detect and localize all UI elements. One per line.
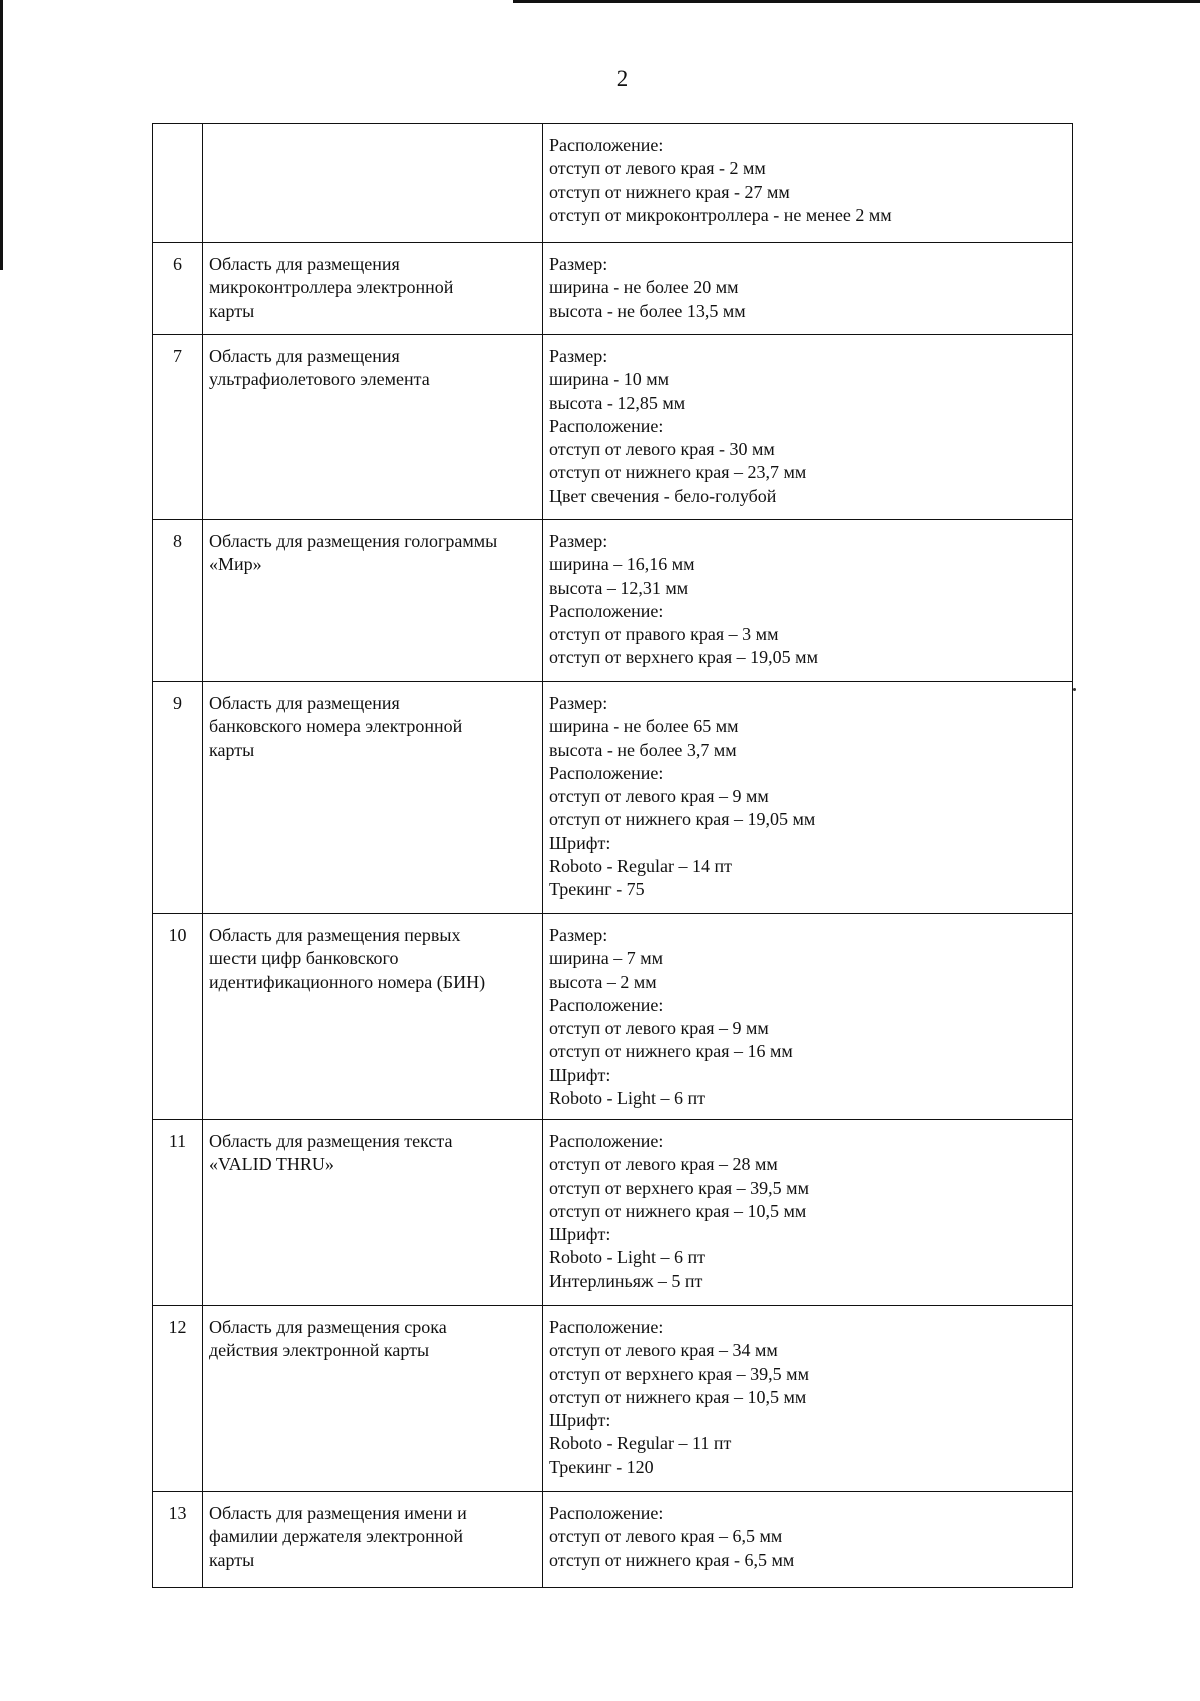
table-row bbox=[153, 520, 1073, 682]
scan-speck bbox=[1073, 688, 1076, 691]
area-description-cell bbox=[203, 243, 543, 335]
parameters-cell bbox=[543, 914, 1073, 1120]
parameter-line: высота – 2 мм bbox=[549, 971, 657, 992]
parameter-line: ширина - 10 мм bbox=[549, 369, 670, 390]
parameter-line: отступ от верхнего края – 39,5 мм bbox=[549, 1177, 809, 1198]
parameter-line: Roboto - Regular – 14 пт bbox=[549, 856, 732, 877]
area-description-line: ультрафиолетового элемента bbox=[209, 369, 430, 390]
parameter-line: отступ от верхнего края – 39,5 мм bbox=[549, 1363, 809, 1384]
parameter-line: отступ от нижнего края - 27 мм bbox=[549, 181, 790, 202]
area-description-line: фамилии держателя электронной bbox=[209, 1526, 464, 1547]
left-margin-rule bbox=[0, 0, 3, 270]
parameter-line: Шрифт: bbox=[549, 1064, 611, 1085]
top-rule bbox=[513, 0, 1200, 3]
table-row bbox=[153, 914, 1073, 1120]
table-row bbox=[153, 1306, 1073, 1492]
parameter-line: отступ от нижнего края – 23,7 мм bbox=[549, 462, 807, 483]
parameter-line: Roboto - Light – 6 пт bbox=[549, 1088, 705, 1109]
parameter-line: Шрифт: bbox=[549, 1410, 611, 1431]
parameter-line: отступ от левого края - 2 мм bbox=[549, 158, 766, 179]
table-row bbox=[153, 335, 1073, 520]
area-description-line: Область для размещения bbox=[209, 346, 400, 366]
parameter-line: ширина - не более 65 мм bbox=[549, 716, 739, 737]
parameter-line: Расположение: bbox=[549, 1503, 664, 1523]
area-description-line: шести цифр банковского bbox=[209, 948, 399, 969]
table-row bbox=[153, 243, 1073, 335]
area-description-line: действия электронной карты bbox=[209, 1340, 430, 1361]
parameter-line: высота – 12,31 мм bbox=[549, 577, 689, 598]
parameters-cell bbox=[543, 1492, 1073, 1588]
row-number-cell: 11 bbox=[153, 1120, 203, 1306]
parameter-line: Roboto - Regular – 11 пт bbox=[549, 1433, 732, 1454]
parameter-line: отступ от нижнего края - 6,5 мм bbox=[549, 1549, 795, 1570]
parameter-line: Расположение: bbox=[549, 1317, 664, 1337]
row-number-cell: 12 bbox=[153, 1306, 203, 1492]
parameter-line: Цвет свечения - бело-голубой bbox=[549, 485, 777, 506]
parameter-line: ширина - не более 20 мм bbox=[549, 277, 739, 298]
parameter-line: отступ от левого края – 34 мм bbox=[549, 1340, 778, 1361]
area-description-cell bbox=[203, 1492, 543, 1588]
parameter-line: Расположение: bbox=[549, 1131, 664, 1151]
parameter-line: Roboto - Light – 6 пт bbox=[549, 1247, 705, 1268]
area-description-line: Область для размещения bbox=[209, 693, 400, 713]
parameter-line: ширина – 16,16 мм bbox=[549, 554, 695, 575]
parameters-cell bbox=[543, 124, 1073, 243]
parameter-line: ширина – 7 мм bbox=[549, 948, 664, 969]
parameter-line: отступ от левого края – 9 мм bbox=[549, 786, 769, 807]
parameter-line: высота - не более 13,5 мм bbox=[549, 300, 746, 321]
area-description-line: карты bbox=[209, 300, 255, 321]
row-number-cell: 7 bbox=[153, 335, 203, 520]
area-description-line: Область для размещения имени и bbox=[209, 1503, 467, 1523]
parameter-line: Размер: bbox=[549, 925, 608, 945]
parameter-line: Интерлиньяж – 5 пт bbox=[549, 1270, 703, 1291]
row-number-cell bbox=[153, 124, 203, 243]
table-row bbox=[153, 1492, 1073, 1588]
area-description-cell bbox=[203, 914, 543, 1120]
area-description-line: карты bbox=[209, 1549, 255, 1570]
area-description-line: Область для размещения первых bbox=[209, 925, 461, 945]
area-description-cell bbox=[203, 1120, 543, 1306]
area-description-line: Область для размещения bbox=[209, 254, 400, 274]
parameter-line: отступ от левого края – 28 мм bbox=[549, 1154, 778, 1175]
parameters-cell bbox=[543, 1306, 1073, 1492]
parameter-line: Шрифт: bbox=[549, 1224, 611, 1245]
table-row bbox=[153, 682, 1073, 914]
area-description-line: «Мир» bbox=[209, 554, 262, 575]
row-number-cell: 9 bbox=[153, 682, 203, 914]
parameter-line: высота - 12,85 мм bbox=[549, 392, 686, 413]
area-description-line: Область для размещения текста bbox=[209, 1131, 453, 1151]
parameter-line: Трекинг - 75 bbox=[549, 879, 645, 900]
area-description-cell bbox=[203, 682, 543, 914]
parameter-line: отступ от левого края - 30 мм bbox=[549, 439, 775, 460]
area-description-line: идентификационного номера (БИН) bbox=[209, 971, 486, 992]
area-description-cell bbox=[203, 1306, 543, 1492]
parameters-cell bbox=[543, 682, 1073, 914]
parameter-line: Трекинг - 120 bbox=[549, 1456, 654, 1477]
area-description-cell bbox=[203, 124, 543, 243]
area-description-line: Область для размещения срока bbox=[209, 1317, 447, 1337]
area-description-cell bbox=[203, 335, 543, 520]
row-number-cell: 10 bbox=[153, 914, 203, 1120]
parameter-line: Шрифт: bbox=[549, 832, 611, 853]
parameter-line: Размер: bbox=[549, 531, 608, 551]
table-body bbox=[153, 124, 1073, 1588]
parameters-cell bbox=[543, 243, 1073, 335]
parameter-line: отступ от верхнего края – 19,05 мм bbox=[549, 647, 818, 668]
row-number-cell: 13 bbox=[153, 1492, 203, 1588]
parameter-line: отступ от левого края – 6,5 мм bbox=[549, 1526, 783, 1547]
area-description-line: банковского номера электронной bbox=[209, 716, 463, 737]
row-number-cell: 8 bbox=[153, 520, 203, 682]
page-number: 2 bbox=[616, 66, 629, 91]
parameter-line: отступ от нижнего края – 19,05 мм bbox=[549, 809, 816, 830]
area-description-cell bbox=[203, 520, 543, 682]
parameter-line: отступ от нижнего края – 16 мм bbox=[549, 1041, 793, 1062]
parameter-line: Расположение: bbox=[549, 994, 664, 1015]
parameter-line: отступ от правого края – 3 мм bbox=[549, 624, 779, 645]
parameter-line: высота - не более 3,7 мм bbox=[549, 739, 737, 760]
parameter-line: отступ от микроконтроллера - не менее 2 мм bbox=[549, 204, 892, 225]
table-row bbox=[153, 1120, 1073, 1306]
row-number-cell: 6 bbox=[153, 243, 203, 335]
table-row bbox=[153, 124, 1073, 243]
parameter-line: отступ от левого края – 9 мм bbox=[549, 1018, 769, 1039]
parameter-line: отступ от нижнего края – 10,5 мм bbox=[549, 1386, 807, 1407]
parameter-line: отступ от нижнего края – 10,5 мм bbox=[549, 1200, 807, 1221]
specification-table bbox=[152, 123, 1073, 1588]
area-description-line: микроконтроллера электронной bbox=[209, 277, 454, 298]
parameter-line: Размер: bbox=[549, 693, 608, 713]
parameter-line: Размер: bbox=[549, 346, 608, 366]
parameters-cell bbox=[543, 335, 1073, 520]
parameters-cell bbox=[543, 520, 1073, 682]
area-description-line: карты bbox=[209, 739, 255, 760]
parameter-line: Размер: bbox=[549, 254, 608, 274]
area-description-line: «VALID THRU» bbox=[209, 1154, 334, 1175]
parameter-line: Расположение: bbox=[549, 135, 664, 155]
area-description-line: Область для размещения голограммы bbox=[209, 531, 498, 551]
parameter-line: Расположение: bbox=[549, 600, 664, 621]
parameter-line: Расположение: bbox=[549, 415, 664, 436]
parameters-cell bbox=[543, 1120, 1073, 1306]
parameter-line: Расположение: bbox=[549, 762, 664, 783]
